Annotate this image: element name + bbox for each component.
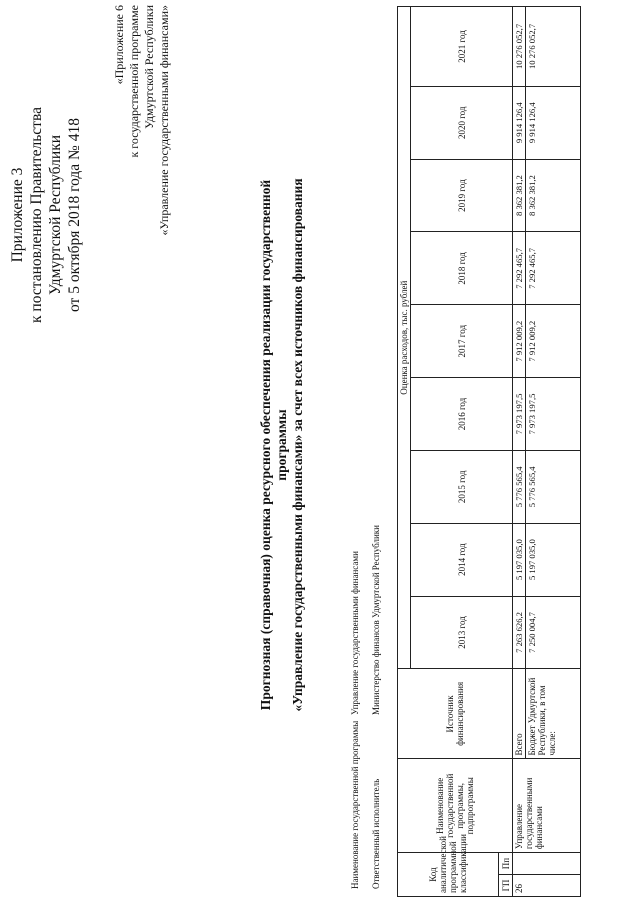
year-header: 2015 год bbox=[411, 450, 513, 523]
program-name-label: Наименование государственной программы bbox=[350, 720, 360, 889]
value-cell: 9 914 126,4 bbox=[513, 86, 526, 159]
appendix-3-line: от 5 октября 2018 года № 418 bbox=[66, 118, 83, 312]
year-header: 2018 год bbox=[411, 232, 513, 305]
gp-header: ГП bbox=[499, 875, 513, 897]
pp-code-cell bbox=[513, 853, 581, 875]
appendix-6-line: Удмуртской Республики bbox=[142, 5, 156, 129]
appendix-3-heading bbox=[8, 5, 84, 425]
executor-value: Министерство финансов Удмуртской Республики bbox=[371, 525, 381, 715]
source-cell: Всего bbox=[513, 669, 526, 759]
appendix-6-line: «Управление государственными финансами» bbox=[157, 5, 171, 236]
year-header: 2017 год bbox=[411, 305, 513, 378]
value-cell: 5 197 035,0 bbox=[526, 523, 581, 596]
year-header: 2020 год bbox=[411, 86, 513, 159]
value-cell: 10 276 052,7 bbox=[513, 7, 526, 87]
value-cell: 10 276 052,7 bbox=[526, 7, 581, 87]
value-cell: 8 362 381,2 bbox=[513, 159, 526, 232]
program-name-value: Управление государственными финансами bbox=[350, 551, 360, 715]
year-header: 2019 год bbox=[411, 159, 513, 232]
name-header: Наименование государственной программы, подпрограммы bbox=[398, 759, 513, 853]
year-header: 2013 год bbox=[411, 596, 513, 669]
value-cell: 5 776 565,4 bbox=[526, 450, 581, 523]
value-cell: 5 776 565,4 bbox=[513, 450, 526, 523]
value-cell: 7 292 465,7 bbox=[526, 232, 581, 305]
code-header: Код аналитической программной классификации bbox=[398, 853, 499, 897]
appendix-6-heading bbox=[112, 5, 172, 305]
appendix-3-line: Приложение 3 bbox=[9, 167, 26, 263]
value-cell: 7 973 197,5 bbox=[526, 378, 581, 451]
pp-header: Пп bbox=[499, 853, 513, 875]
value-cell: 7 973 197,5 bbox=[513, 378, 526, 451]
appendix-3-line: Удмуртской Республики bbox=[47, 134, 64, 296]
document-title bbox=[258, 165, 306, 725]
value-cell: 7 292 465,7 bbox=[513, 232, 526, 305]
value-cell: 7 912 009,2 bbox=[526, 305, 581, 378]
value-cell: 9 914 126,4 bbox=[526, 86, 581, 159]
value-cell: 7 250 004,7 bbox=[526, 596, 581, 669]
table-row bbox=[513, 7, 526, 897]
estimate-header: Оценка расходов, тыс. рублей bbox=[398, 7, 411, 669]
year-header: 2021 год bbox=[411, 7, 513, 87]
program-name-cell: Управление государственными финансами bbox=[513, 759, 581, 853]
year-header: 2016 год bbox=[411, 378, 513, 451]
budget-estimate-table bbox=[397, 6, 581, 897]
value-cell: 5 197 035,0 bbox=[513, 523, 526, 596]
source-cell: Бюджет Удмуртской Республики, в том числе: bbox=[526, 669, 581, 759]
executor-label: Ответственный исполнитель bbox=[371, 778, 381, 889]
year-header: 2014 год bbox=[411, 523, 513, 596]
appendix-6-line: «Приложение 6 bbox=[112, 5, 126, 85]
appendix-3-line: к постановлению Правительства bbox=[28, 107, 45, 323]
title-line-1: Прогнозная (справочная) оценка ресурсного обеспечения реализации государственной программы bbox=[258, 179, 289, 711]
value-cell: 8 362 381,2 bbox=[526, 159, 581, 232]
gp-code-cell: 26 bbox=[513, 875, 581, 897]
value-cell: 7 263 626,2 bbox=[513, 596, 526, 669]
title-line-2: «Управление государственными финансами» за счет всех источников финансирования bbox=[290, 178, 305, 712]
value-cell: 7 912 009,2 bbox=[513, 305, 526, 378]
appendix-6-line: к государственной программе bbox=[127, 5, 141, 158]
source-header: Источник финансирования bbox=[398, 669, 513, 759]
